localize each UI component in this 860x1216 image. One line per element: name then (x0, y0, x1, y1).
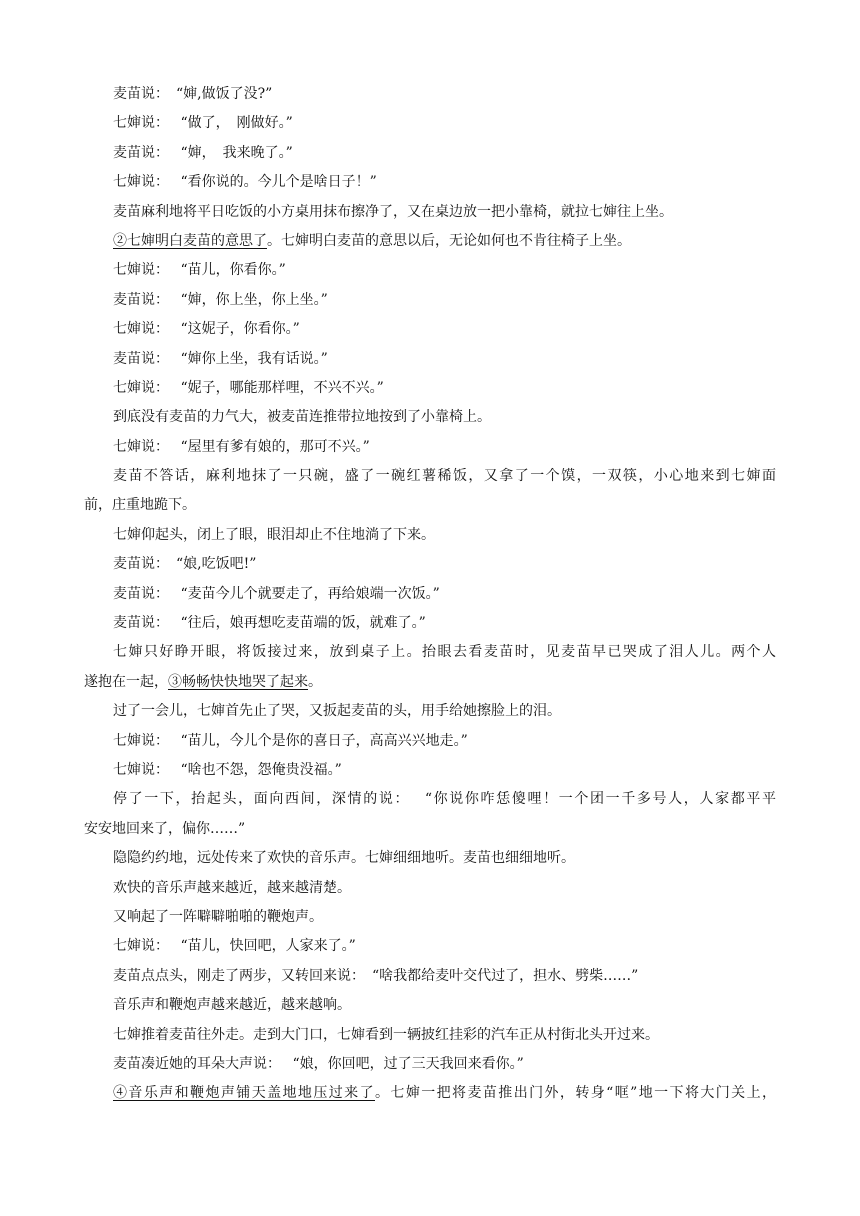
line-text: 七婶推着麦苗往外走。走到大门口，七婶看到一辆披红挂彩的汽车正从村街北头开过来。 (113, 1026, 659, 1043)
text-line (84, 491, 776, 520)
text-line (84, 932, 776, 961)
line-text: 七婶说： “做了， 刚做好。” (113, 115, 293, 132)
line-text: 麦苗凑近她的耳朵大声说： “娘，你回吧，过了三天我回来看你。” (113, 1055, 524, 1072)
text-line (84, 756, 776, 785)
text-line (84, 815, 776, 844)
line-text: 七婶仰起头，闭上了眼，眼泪却止不住地淌了下来。 (113, 526, 435, 543)
text-line (84, 139, 776, 168)
line-text: 七婶只好睁开眼，将饭接过来，放到桌子上。抬眼去看麦苗时，见麦苗早已哭成了泪人儿。两个人 (113, 644, 776, 661)
line-text: 七婶说： “苗儿，快回吧，人家来了。” (113, 938, 356, 955)
underlined-phrase: ②七婶明白麦苗的意思了 (113, 232, 267, 249)
line-text: 。七婶一把将麦苗推出门外，转身“哐”地一下将大门关上， (375, 1085, 776, 1102)
text-line (84, 991, 776, 1020)
text-line (84, 609, 776, 638)
line-text: 麦苗麻利地将平日吃饭的小方桌用抹布擦净了，又在桌边放一把小靠椅，就拉七婶往上坐。 (113, 203, 673, 220)
text-line (84, 168, 776, 197)
line-text: 七婶说： “看你说的。今儿个是啥日子！” (113, 174, 377, 191)
line-text: 麦苗说： “娘,吃饭吧!” (113, 556, 257, 573)
text-line (84, 315, 776, 344)
line-text: 前，庄重地跪下。 (84, 497, 196, 514)
text-line (84, 962, 776, 991)
text-line (84, 874, 776, 903)
text-line (84, 80, 776, 109)
text-line (84, 374, 776, 403)
line-text: 到底没有麦苗的力气大，被麦苗连推带拉地按到了小靠椅上。 (113, 409, 491, 426)
text-line (84, 345, 776, 374)
text-line (84, 256, 776, 285)
text-line (84, 1079, 776, 1108)
text-line (84, 638, 776, 667)
text-line (84, 403, 776, 432)
line-text: 七婶说： “这妮子，你看你。” (113, 321, 300, 338)
text-line (84, 580, 776, 609)
underlined-phrase: ④音乐声和鞭炮声铺天盖地地压过来了 (113, 1085, 375, 1102)
line-text: 七婶说： “妮子，哪能那样哩，不兴不兴。” (113, 379, 384, 396)
text-line (84, 727, 776, 756)
text-line (84, 697, 776, 726)
underlined-phrase: ③畅畅快快地哭了起来 (168, 673, 308, 690)
text-line (84, 668, 776, 697)
line-text: 麦苗说： “婶， 我来晚了。” (113, 144, 293, 161)
text-line (84, 521, 776, 550)
line-text: 麦苗说： “婶,做饭了没?” (113, 86, 273, 102)
line-text: 七婶说： “啥也不怨，怨俺贵没福。” (113, 761, 342, 778)
line-text: 麦苗不答话，麻利地抹了一只碗，盛了一碗红薯稀饭，又拿了一个馍，一双筷，小心地来到七婶面 (113, 468, 776, 485)
line-text: 隐隐约约地，远处传来了欢快的音乐声。七婶细细地听。麦苗也细细地听。 (113, 850, 575, 867)
text-line (84, 550, 776, 579)
line-text: 七婶说： “屋里有爹有娘的，那可不兴。” (113, 438, 370, 455)
line-text: 停了一下，抬起头，面向西间，深情的说： “你说你咋恁傻哩！一个团一千多号人，人家都平平 (113, 791, 776, 808)
text-line (84, 286, 776, 315)
text-line (84, 844, 776, 873)
line-text: 麦苗点点头，刚走了两步，又转回来说： “啥我都给麦叶交代过了，担水、劈柴……” (113, 967, 639, 984)
text-line (84, 1050, 776, 1079)
line-text: 音乐声和鞭炮声越来越近，越来越响。 (113, 997, 351, 1014)
line-text: 七婶说： “苗儿，今儿个是你的喜日子，高高兴兴地走。” (113, 732, 468, 749)
text-line (84, 903, 776, 932)
body-text (84, 80, 776, 1109)
line-text: 欢快的音乐声越来越近，越来越清楚。 (113, 879, 351, 896)
text-line (84, 109, 776, 138)
text-line (84, 1021, 776, 1050)
line-text: 又响起了一阵噼噼啪啪的鞭炮声。 (113, 908, 323, 925)
text-line (84, 785, 776, 814)
line-text: 。 (308, 673, 322, 690)
line-text: 。七婶明白麦苗的意思以后，无论如何也不肯往椅子上坐。 (267, 232, 631, 249)
text-line (84, 227, 776, 256)
line-text: 麦苗说： “往后，娘再想吃麦苗端的饭，就难了。” (113, 615, 426, 632)
line-text: 麦苗说： “婶，你上坐，你上坐。” (113, 291, 328, 308)
text-line (84, 198, 776, 227)
line-text: 麦苗说： “麦苗今儿个就要走了，再给娘端一次饭。” (113, 585, 440, 602)
line-text: 七婶说： “苗儿，你看你。” (113, 262, 286, 279)
line-text: 遂抱在一起， (84, 673, 168, 690)
text-line (84, 462, 776, 491)
line-text: 安安地回来了，偏你……” (84, 820, 246, 837)
line-text: 过了一会儿，七婶首先止了哭，又扳起麦苗的头，用手给她擦脸上的泪。 (113, 703, 561, 720)
text-line (84, 433, 776, 462)
line-text: 麦苗说： “婶你上坐，我有话说。” (113, 350, 328, 367)
